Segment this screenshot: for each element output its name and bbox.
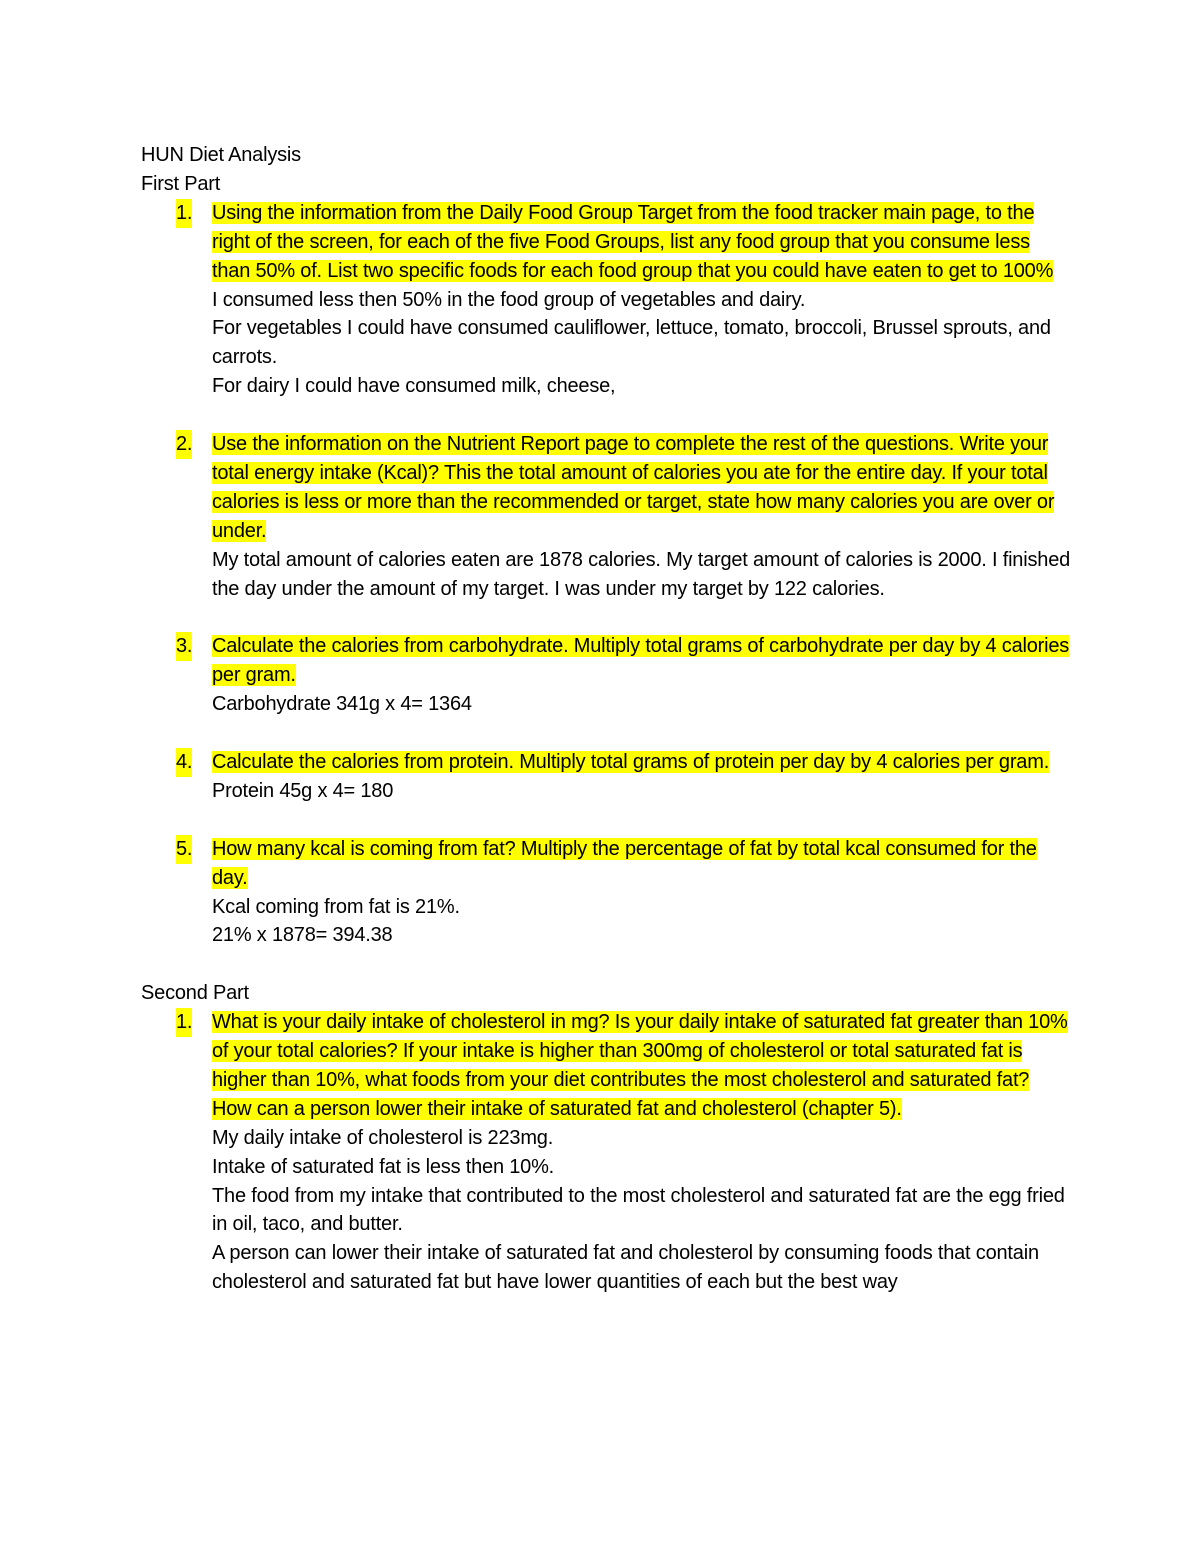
question-number: 2. <box>176 430 192 459</box>
answer-line: My total amount of calories eaten are 1878 calories. My target amount of calories is 2000. I finished the day under the amount of my target. I was under my target by 122 calories. <box>212 548 1071 600</box>
answer-line: Carbohydrate 341g x 4= 1364 <box>212 693 472 716</box>
question-text <box>212 430 1071 546</box>
answer-line: I consumed less then 50% in the food group of vegetables and dairy. <box>212 288 806 311</box>
first-part-section <box>141 170 1071 950</box>
question-item <box>141 430 1071 603</box>
answer-line: A person can lower their intake of saturated fat and cholesterol by consuming foods that contain cholesterol and saturated fat but have lower quantities of each but the best way <box>212 1242 1039 1294</box>
question-number: 3. <box>176 632 192 661</box>
question-number: 1. <box>176 1008 192 1037</box>
question-text <box>212 835 1071 893</box>
question-text <box>212 199 1071 286</box>
question-item <box>141 835 1071 951</box>
answer-line: Intake of saturated fat is less then 10%. <box>212 1155 555 1178</box>
second-part-section <box>141 979 1071 1297</box>
question-text <box>212 748 1071 777</box>
section-heading: First Part <box>141 172 221 195</box>
question-item <box>141 748 1071 806</box>
section-heading: Second Part <box>141 982 249 1005</box>
question-highlight: Calculate the calories from carbohydrate. Multiply total grams of carbohydrate per day by 4 calories per gram. <box>212 635 1070 687</box>
question-item <box>141 632 1071 719</box>
question-highlight: Use the information on the Nutrient Report page to complete the rest of the questions. Write your total energy intake (Kcal)? This the total amount of calories you ate for the entire day. If your total calories is less or more than the recommended or target, state how many calories you are over or under. <box>212 433 1055 542</box>
question-highlight: Calculate the calories from protein. Multiply total grams of protein per day by 4 calories per gram. <box>212 750 1050 773</box>
answer-line: The food from my intake that contributed to the most cholesterol and saturated fat are the egg fried in oil, taco, and butter. <box>212 1184 1065 1236</box>
question-number: 5. <box>176 835 192 864</box>
question-item <box>141 199 1071 401</box>
answer-line: Protein 45g x 4= 180 <box>212 779 394 802</box>
answer-line: For dairy I could have consumed milk, cheese, <box>212 375 616 398</box>
question-number: 1. <box>176 199 192 228</box>
answer-line: 21% x 1878= 394.38 <box>212 924 393 947</box>
question-text <box>212 632 1071 690</box>
answer-line: My daily intake of cholesterol is 223mg. <box>212 1126 554 1149</box>
question-highlight: How many kcal is coming from fat? Multiply the percentage of fat by total kcal consumed for the day. <box>212 837 1037 889</box>
question-number: 4. <box>176 748 192 777</box>
question-text <box>212 1008 1071 1124</box>
document-title: HUN Diet Analysis <box>141 144 301 166</box>
question-highlight: What is your daily intake of cholesterol in mg? Is your daily intake of saturated fat greater than 10% of your total calories? If your intake is higher than 300mg of cholesterol or total saturated fat is higher than 10%, what foods from your diet contributes the most cholesterol and saturated fat? How can a person lower their intake of saturated fat and cholesterol (chapter 5). <box>212 1011 1068 1120</box>
question-highlight: Using the information from the Daily Food Group Target from the food tracker main page, to the right of the screen, for each of the five Food Groups, list any food group that you consume less than 50% of. List two specific foods for each food group that you could have eaten to get to 100% <box>212 201 1054 282</box>
answer-line: For vegetables I could have consumed cauliflower, lettuce, tomato, broccoli, Brussel sprouts, and carrots. <box>212 317 1051 369</box>
document-body <box>141 141 1071 1297</box>
question-item <box>141 1008 1071 1297</box>
answer-line: Kcal coming from fat is 21%. <box>212 895 460 918</box>
